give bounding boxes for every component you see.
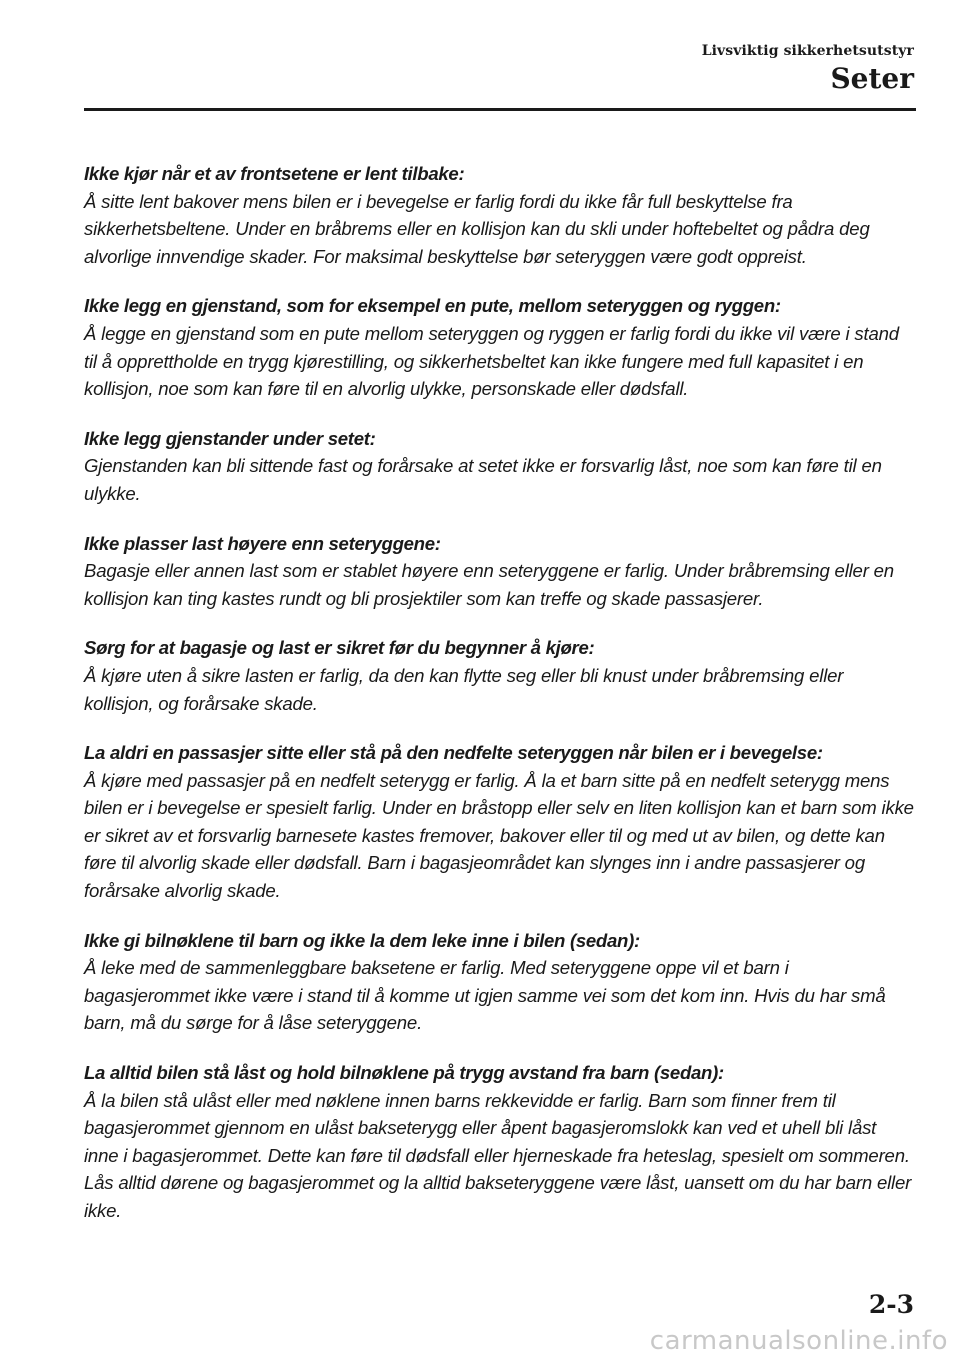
warning-heading: Sørg for at bagasje og last er sikret før du begynner å kjøre: [84, 637, 595, 659]
section-title: Seter [830, 62, 914, 95]
warning-body: Bagasje eller annen last som er stablet høyere enn seteryggene er farlig. Under bråbremsing eller en kollisjon kan ting kastes rundt og bli prosjektiler som kan treffe og skade passasjerer. [84, 560, 894, 609]
section-label: Livsviktig sikkerhetsutstyr [701, 43, 914, 59]
warning-body: Å legge en gjenstand som en pute mellom seteryggen og ryggen er farlig fordi du ikke vil være i stand til å opprettholde en trygg kjørestilling, og sikkerhetsbeltet kan ikke fungere med full kapasitet i en kollisjon, noe som kan føre til en alvorlig ulykke, personskade eller dødsfall. [84, 322, 899, 400]
warning-item [84, 530, 914, 613]
warning-heading: Ikke legg en gjenstand, som for eksempel en pute, mellom seteryggen og ryggen: [84, 295, 781, 317]
warning-body: Å kjøre uten å sikre lasten er farlig, da den kan flytte seg eller bli knust under bråbremsing eller kollisjon, og forårsake skade. [84, 664, 844, 714]
warning-item [84, 425, 914, 508]
warning-body: Å sitte lent bakover mens bilen er i bevegelse er farlig fordi du ikke får full beskyttelse fra sikkerhetsbeltene. Under en bråbrems eller en kollisjon kan du skli under hoftebeltet og pådra deg alvorlige innvendige skader. For maksimal beskyttelse bør seteryggen være godt oppreist. [84, 190, 870, 267]
warning-item [84, 739, 914, 905]
warning-heading: La alltid bilen stå låst og hold bilnøklene på trygg avstand fra barn (sedan): [84, 1062, 724, 1084]
warning-heading: Ikke legg gjenstander under setet: [84, 427, 376, 449]
warning-item [84, 634, 914, 717]
warning-body: Gjenstanden kan bli sittende fast og forårsake at setet ikke er forsvarlig låst, noe som kan føre til en ulykke. [84, 455, 882, 504]
warning-heading: Ikke plasser last høyere enn seteryggene: [84, 532, 441, 554]
warning-body: Å leke med de sammenleggbare baksetene er farlig. Med seteryggene oppe vil et barn i bagasjerommet ikke være i stand til å komme ut igjen samme vei som det kom inn. Hvis du har små barn, må du sørge for å låse seteryggene. [84, 957, 886, 1034]
warning-list [84, 160, 914, 1247]
warning-item [84, 927, 914, 1037]
header-divider [84, 108, 916, 111]
page-header [702, 42, 914, 96]
warning-heading: Ikke gi bilnøklene til barn og ikke la dem leke inne i bilen (sedan): [84, 929, 640, 951]
warning-body: Å la bilen stå ulåst eller med nøklene innen barns rekkevidde er farlig. Barn som finner frem til bagasjerommet gjennom en ulåst bakseterygg eller åpent bagasjeromslokk kan ved et uhell bli låst inne i bagasjerommet. Dette kan føre til dødsfall eller hjerneskade fra heteslag, spesielt om sommeren. Lås alltid dørene og bagasjerommet og la alltid bakseteryggene være låst, uansett om du har barn eller ikke. [84, 1089, 912, 1221]
warning-heading: La aldri en passasjer sitte eller stå på den nedfelte seteryggen når bilen er i bevegelse: [84, 742, 823, 764]
page-number: 2-3 [868, 1290, 914, 1319]
warning-item [84, 1059, 914, 1225]
warning-heading: Ikke kjør når et av frontsetene er lent tilbake: [84, 163, 465, 184]
warning-item [84, 292, 914, 402]
watermark: carmanualsonline.info [649, 1326, 948, 1356]
warning-item [84, 160, 914, 270]
warning-body: Å kjøre med passasjer på en nedfelt seterygg er farlig. Å la et barn sitte på en nedfelt seterygg mens bilen er i bevegelse er spesielt farlig. Under en bråstopp eller selv en liten kollisjon kan et barn som ikke er sikret av et forsvarlig barnesete kastes fremover, bakover eller til og med ut av bilen, og dette kan føre til alvorlig skade eller dødsfall. Barn i bagasjeområdet kan slynges inn i andre passasjerer og forårsake alvorlig skade. [84, 769, 914, 902]
